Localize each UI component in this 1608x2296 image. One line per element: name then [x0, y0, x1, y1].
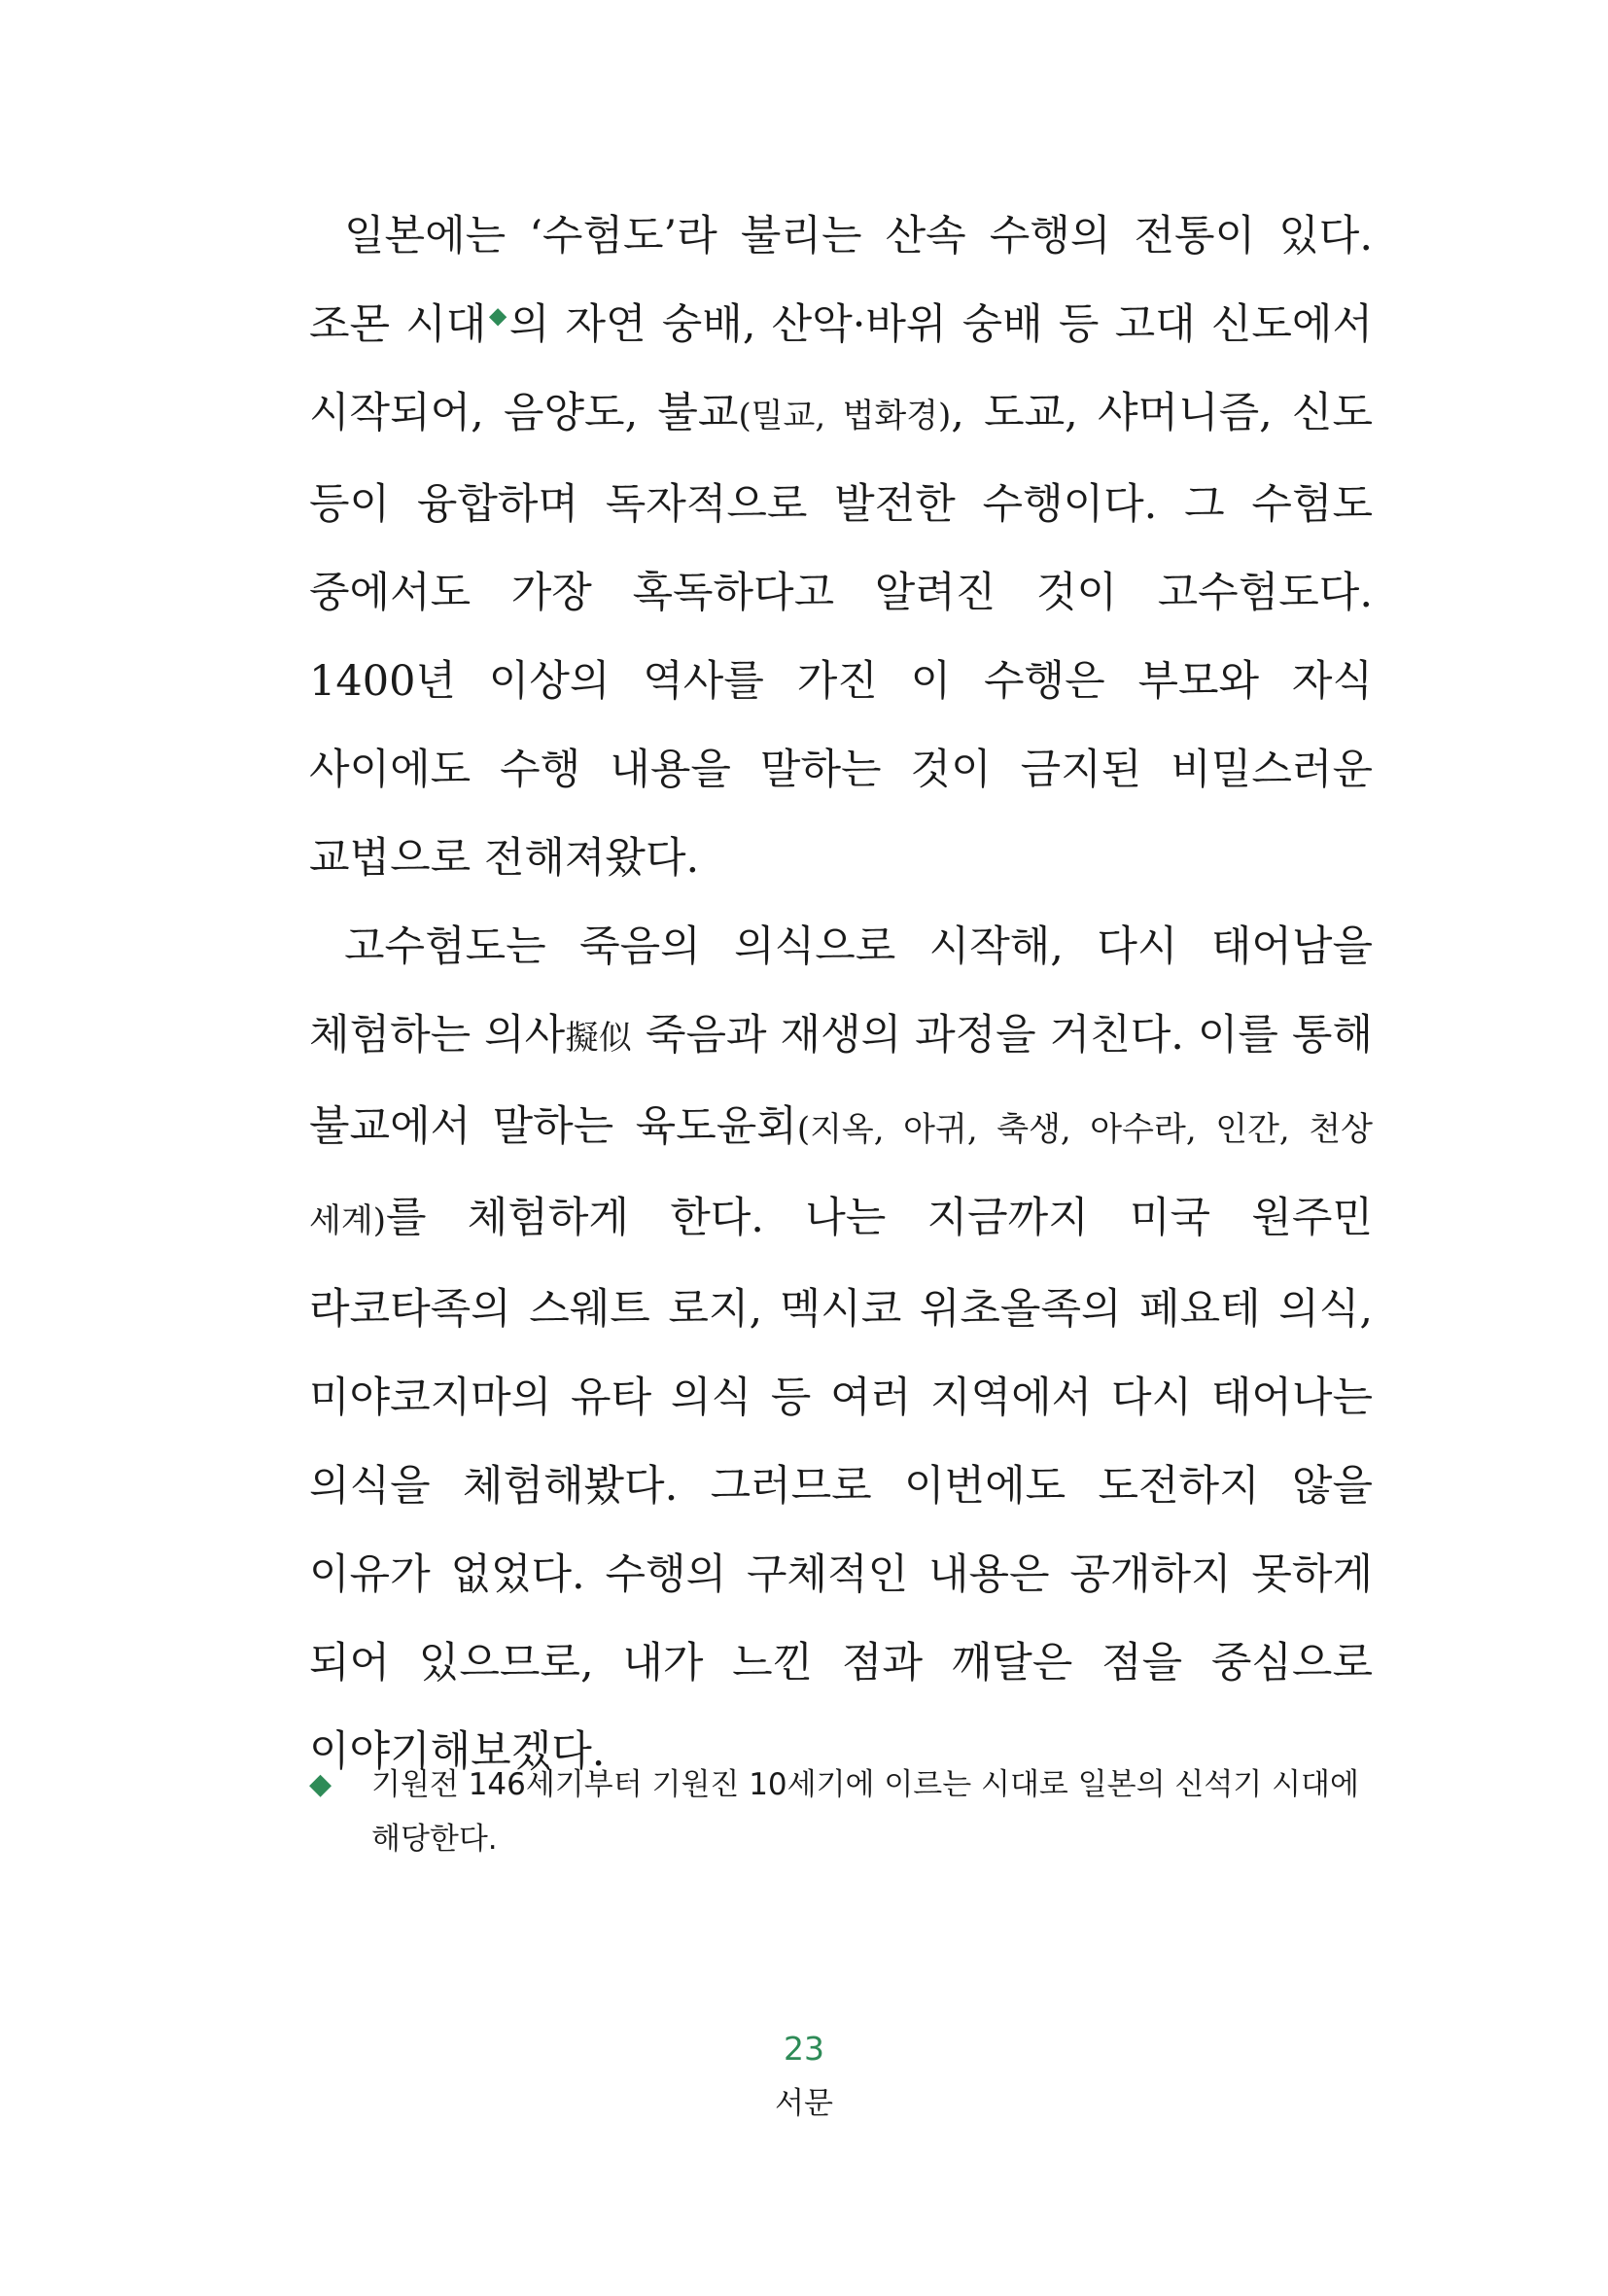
footnote-reference-icon[interactable]: ◆ [486, 301, 509, 330]
footnote [309, 1757, 1373, 1866]
section-title: 서문 [775, 2086, 833, 2121]
text-run: 일본에는 ‘수험도’라 불리는 산속 수행의 전통이 있다. 조몬 시대 [309, 212, 1373, 349]
text-run: , 도교, 샤머니즘, 신도 등이 융합하며 독자적으로 발전한 수행이다. 그 수험도 중에서도 가장 혹독하다고 알려진 것이 고수험도다. 1400년 이상의 역사를 가진 이 수행은 부모와 자식 사이에도 수행 내용을 말하는 것이 금지된 비밀스러운 교법으로 전해져왔다. [309, 389, 1373, 883]
hanja-annotation: 擬似 [565, 1019, 633, 1058]
diamond-icon: ◆ [309, 1767, 332, 1801]
text-run: 고수험도는 죽음의 의식으로 시작해, 다시 태어남을 체험하는 의사 [309, 922, 1373, 1060]
text-run: 죽음과 재생의 과정을 거친다. 이를 통해 불교에서 말하는 육도윤회 [309, 1011, 1373, 1151]
footnote-text: 기원전 146세기부터 기원진 10세기에 이르는 시대로 일본의 신석기 시대에 해당한다. [371, 1767, 1359, 1857]
text-run: 의 자연 숭배, 산악·바위 숭배 등 고대 신도에서 시작되어, 음양도, 불교 [309, 300, 1373, 437]
main-text [309, 192, 1373, 1796]
parenthetical-note: (지옥, 아귀, 축생, 아수라, 인간, 천상 세계) [309, 1110, 1373, 1240]
paragraph-1 [309, 192, 1373, 903]
page-number: 23 [784, 2030, 824, 2068]
parenthetical-note: (밀교, 법화경) [738, 397, 952, 435]
text-run: 를 체험하게 한다. 나는 지금까지 미국 원주민 라코타족의 스웨트 로지, 멕시코 위초올족의 페요테 의식, 미야코지마의 유타 의식 등 여러 지역에서 다시 태어나는 의식을 체험해봤다. 그러므로 이번에도 도전하지 않을 이유가 없었다. 수행의 구체적인 내용은 공개하지 못하게 되어 있으므로, 내가 느낀 점과 깨달은 점을 중심으로 이야기해보겠다. [309, 1194, 1373, 1776]
paragraph-2 [309, 903, 1373, 1796]
